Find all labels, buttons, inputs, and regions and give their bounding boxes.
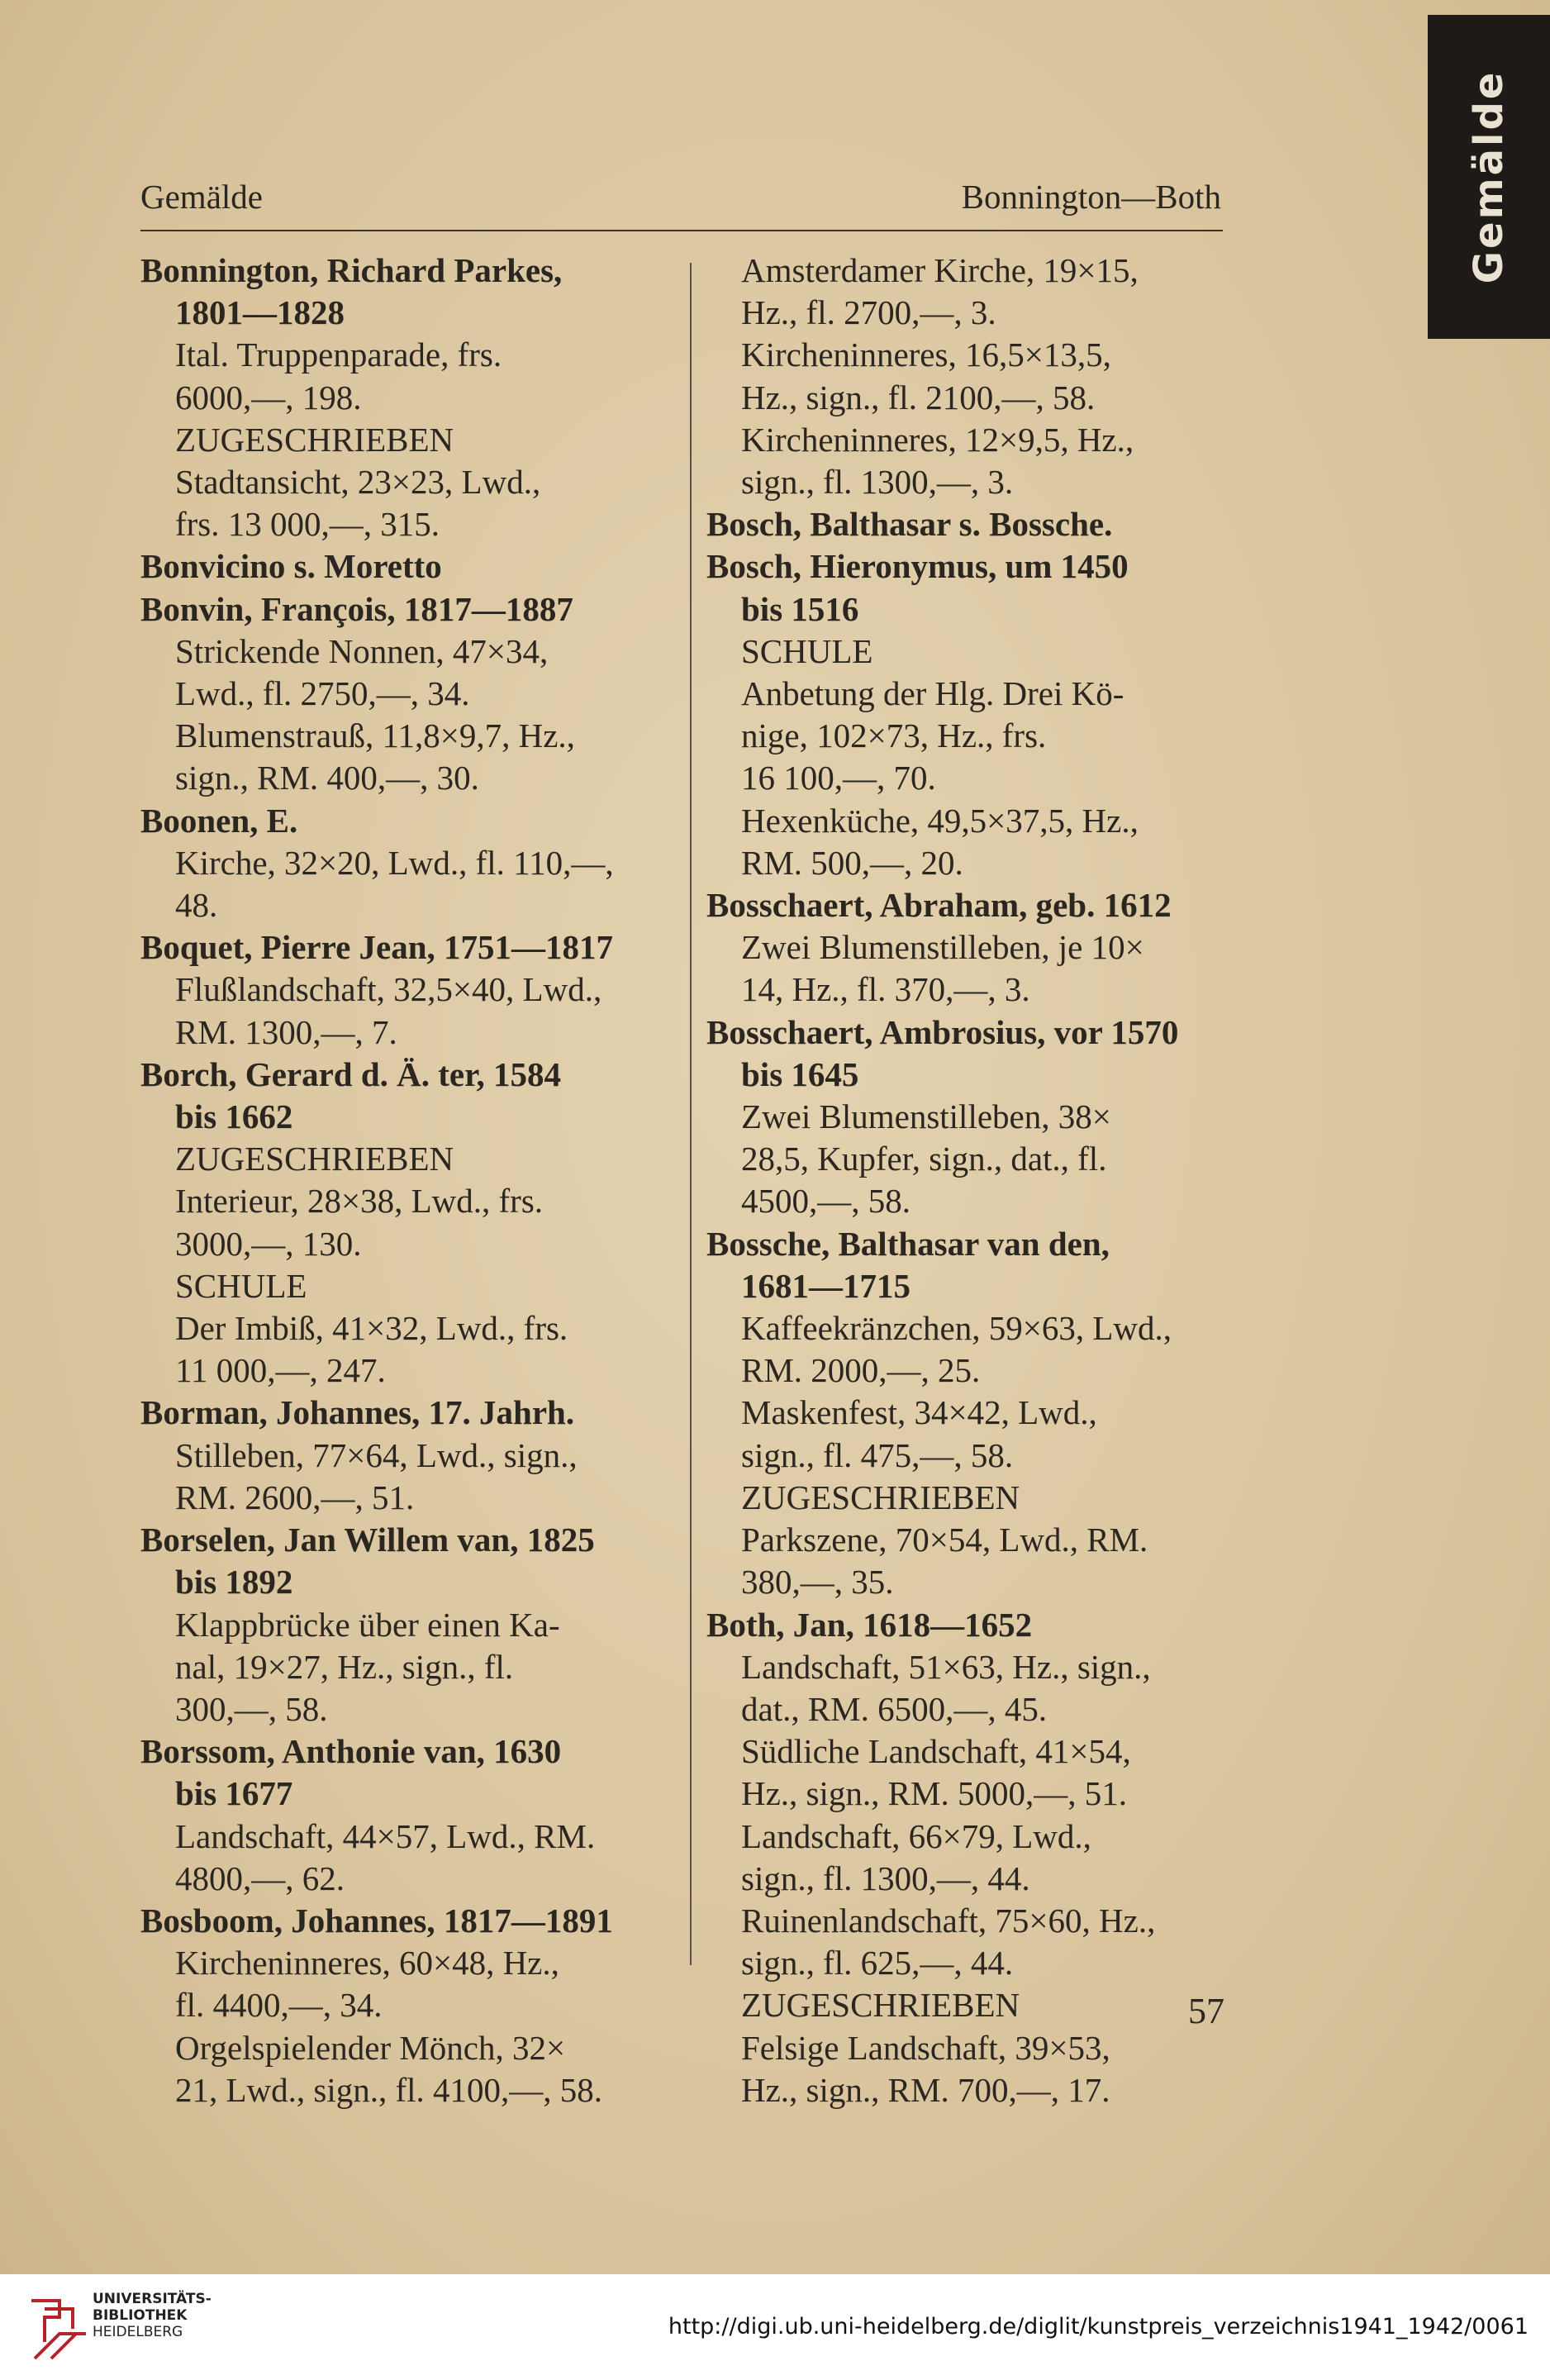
running-head-left: Gemälde	[140, 178, 263, 216]
artwork-line: nige, 102×73, Hz., frs.	[741, 716, 1047, 755]
artwork-line: sign., fl. 1300,—, 44.	[741, 1859, 1030, 1897]
artwork-line: Hz., sign., RM. 700,—, 17.	[741, 2070, 1110, 2109]
artwork-line: 6000,—, 198.	[175, 378, 362, 416]
artwork-line: Kircheninneres, 16,5×13,5,	[741, 336, 1111, 374]
catalog-entry	[140, 545, 657, 588]
library-name-line-3: HEIDELBERG	[93, 2324, 183, 2340]
artwork-line: Hz., sign., fl. 2100,—, 58.	[741, 378, 1096, 416]
page-number: 57	[1188, 1991, 1224, 2031]
artwork-line: Kircheninneres, 12×9,5, Hz.,	[741, 420, 1134, 459]
artwork-line: 21, Lwd., sign., fl. 4100,—, 58.	[175, 2070, 603, 2109]
artwork-line: Amsterdamer Kirche, 19×15,	[741, 251, 1139, 289]
artwork-line: RM. 2600,—, 51.	[175, 1478, 415, 1516]
artwork-line: 3000,—, 130.	[175, 1224, 362, 1263]
column-divider	[690, 263, 692, 1965]
artist-heading: Bosschaert, Abraham, geb. 1612	[706, 886, 1172, 925]
artwork-line: Blumenstrauß, 11,8×9,7, Hz.,	[175, 716, 575, 755]
header-rule	[140, 230, 1223, 231]
artwork-line: 300,—, 58.	[175, 1689, 328, 1728]
catalog-entry	[140, 588, 657, 800]
section-tab-label: Gemälde	[1466, 69, 1512, 284]
artwork-line: Ruinenlandschaft, 75×60, Hz.,	[741, 1901, 1156, 1940]
artwork-line: Anbetung der Hlg. Drei Kö-	[741, 674, 1124, 713]
artist-heading: Borch, Gerard d. Ä. ter, 1584	[140, 1054, 562, 1093]
artwork-line: Stadtansicht, 23×23, Lwd.,	[175, 463, 541, 502]
artwork-line: nal, 19×27, Hz., sign., fl.	[175, 1647, 514, 1686]
catalog-entry	[140, 1900, 657, 2111]
artist-heading-continued: 1801—1828	[175, 293, 345, 332]
artwork-line: sign., RM. 400,—, 30.	[175, 759, 479, 797]
artwork-line: Landschaft, 51×63, Hz., sign.,	[741, 1647, 1151, 1686]
artwork-line: Stilleben, 77×64, Lwd., sign.,	[175, 1435, 578, 1474]
artwork-line: Landschaft, 44×57, Lwd., RM.	[175, 1816, 596, 1855]
artwork-line: 11 000,—, 247.	[175, 1351, 386, 1390]
catalog-entry	[140, 1519, 657, 1730]
artist-heading: Bonvicino s. Moretto	[140, 547, 442, 586]
attribution-label: ZUGESCHRIEBEN	[175, 1140, 454, 1178]
artist-heading: Borssom, Anthonie van, 1630	[140, 1732, 562, 1771]
artwork-line: Kircheninneres, 60×48, Hz.,	[175, 1944, 559, 1983]
attribution-label: ZUGESCHRIEBEN	[175, 420, 454, 459]
artist-heading-continued: 1681—1715	[741, 1266, 911, 1305]
attribution-label: SCHULE	[175, 1266, 307, 1305]
attribution-label: ZUGESCHRIEBEN	[741, 1478, 1020, 1516]
artwork-line: 14, Hz., fl. 370,—, 3.	[741, 970, 1030, 1009]
artist-heading: Bonnington, Richard Parkes,	[140, 251, 563, 289]
artist-heading: Bonvin, François, 1817—1887	[140, 589, 573, 628]
attribution-label: SCHULE	[741, 631, 873, 670]
artist-heading: Bosch, Balthasar s. Bossche.	[706, 505, 1113, 544]
artwork-line: RM. 1300,—, 7.	[175, 1012, 397, 1051]
artwork-line: 380,—, 35.	[741, 1563, 894, 1602]
artwork-line: dat., RM. 6500,—, 45.	[741, 1689, 1048, 1728]
artwork-line: Südliche Landschaft, 41×54,	[741, 1732, 1131, 1771]
catalog-entry	[140, 250, 657, 545]
catalog-entry	[706, 503, 1223, 545]
artist-heading-continued: bis 1677	[175, 1774, 293, 1813]
catalog-entry	[140, 1730, 657, 1900]
artwork-line: Der Imbiß, 41×32, Lwd., frs.	[175, 1309, 568, 1348]
artwork-line: Hexenküche, 49,5×37,5, Hz.,	[741, 801, 1139, 840]
artist-heading-continued: bis 1662	[175, 1097, 293, 1136]
artist-heading-continued: bis 1516	[741, 589, 859, 628]
catalog-entry	[706, 545, 1223, 884]
catalog-entry	[706, 1604, 1223, 2111]
artwork-line: Maskenfest, 34×42, Lwd.,	[741, 1393, 1097, 1432]
right-column	[706, 250, 1223, 2111]
artwork-line: sign., fl. 475,—, 58.	[741, 1435, 1014, 1474]
artwork-line: 4500,—, 58.	[741, 1182, 911, 1221]
artist-heading-continued: bis 1645	[741, 1054, 859, 1093]
artwork-line: Flußlandschaft, 32,5×40, Lwd.,	[175, 970, 602, 1009]
catalog-entry	[140, 1054, 657, 1392]
artwork-line: 28,5, Kupfer, sign., dat., fl.	[741, 1140, 1107, 1178]
artwork-line: Kaffeekränzchen, 59×63, Lwd.,	[741, 1309, 1172, 1348]
artwork-line: Klappbrücke über einen Ka-	[175, 1605, 560, 1644]
artwork-line: Hz., fl. 2700,—, 3.	[741, 293, 996, 332]
digitization-footer	[0, 2274, 1550, 2380]
artwork-line: Hz., sign., RM. 5000,—, 51.	[741, 1774, 1127, 1813]
artist-heading: Boonen, E.	[140, 801, 298, 840]
library-name	[93, 2291, 212, 2340]
catalog-entry	[706, 250, 1223, 503]
artwork-line: Kirche, 32×20, Lwd., fl. 110,—,	[175, 843, 614, 882]
artwork-line: Landschaft, 66×79, Lwd.,	[741, 1816, 1091, 1855]
artwork-line: Interieur, 28×38, Lwd., frs.	[175, 1182, 544, 1221]
artist-heading: Boquet, Pierre Jean, 1751—1817	[140, 928, 614, 967]
university-library-logo	[26, 2292, 91, 2363]
artwork-line: frs. 13 000,—, 315.	[175, 505, 440, 544]
catalog-entry	[706, 1223, 1223, 1604]
artist-heading: Bossche, Balthasar van den,	[706, 1224, 1110, 1263]
attribution-label: ZUGESCHRIEBEN	[741, 1986, 1020, 2025]
catalog-entry	[140, 926, 657, 1054]
left-column	[140, 250, 657, 2111]
artwork-line: RM. 500,—, 20.	[741, 843, 963, 882]
catalog-entry	[140, 800, 657, 927]
artwork-line: fl. 4400,—, 34.	[175, 1986, 383, 2025]
catalog-entry	[706, 884, 1223, 1011]
artist-heading: Borman, Johannes, 17. Jahrh.	[140, 1393, 575, 1432]
catalog-entry	[706, 1011, 1223, 1223]
artist-heading: Bosboom, Johannes, 1817—1891	[140, 1901, 613, 1940]
artwork-line: sign., fl. 1300,—, 3.	[741, 463, 1014, 502]
artwork-line: Orgelspielender Mönch, 32×	[175, 2028, 566, 2067]
catalog-entry	[140, 1392, 657, 1519]
artwork-line: RM. 2000,—, 25.	[741, 1351, 981, 1390]
artwork-line: Zwei Blumenstilleben, je 10×	[741, 928, 1144, 967]
artwork-line: 4800,—, 62.	[175, 1859, 345, 1897]
library-name-line-1: UNIVERSITÄTS-	[93, 2291, 212, 2307]
artist-heading: Bosch, Hieronymus, um 1450	[706, 547, 1129, 586]
artist-heading: Borselen, Jan Willem van, 1825	[140, 1521, 595, 1559]
artwork-line: 48.	[175, 886, 218, 925]
artwork-line: Lwd., fl. 2750,—, 34.	[175, 674, 470, 713]
artist-heading-continued: bis 1892	[175, 1563, 293, 1602]
artist-heading: Both, Jan, 1618—1652	[706, 1605, 1033, 1644]
source-url[interactable]: http://digi.ub.uni-heidelberg.de/diglit/kunstpreis_verzeichnis1941_1942/0061	[668, 2314, 1529, 2340]
artwork-line: sign., fl. 625,—, 44.	[741, 1944, 1014, 1983]
artwork-line: Strickende Nonnen, 47×34,	[175, 631, 549, 670]
running-head-right: Bonnington—Both	[961, 178, 1221, 216]
artwork-line: Parkszene, 70×54, Lwd., RM.	[741, 1521, 1148, 1559]
artwork-line: Felsige Landschaft, 39×53,	[741, 2028, 1110, 2067]
artist-heading: Bosschaert, Ambrosius, vor 1570	[706, 1012, 1179, 1051]
section-thumb-tab	[1428, 15, 1550, 339]
library-name-line-2: BIBLIOTHEK	[93, 2307, 188, 2324]
artwork-line: Ital. Truppenparade, frs.	[175, 336, 502, 374]
artwork-line: 16 100,—, 70.	[741, 759, 936, 797]
artwork-line: Zwei Blumenstilleben, 38×	[741, 1097, 1111, 1136]
